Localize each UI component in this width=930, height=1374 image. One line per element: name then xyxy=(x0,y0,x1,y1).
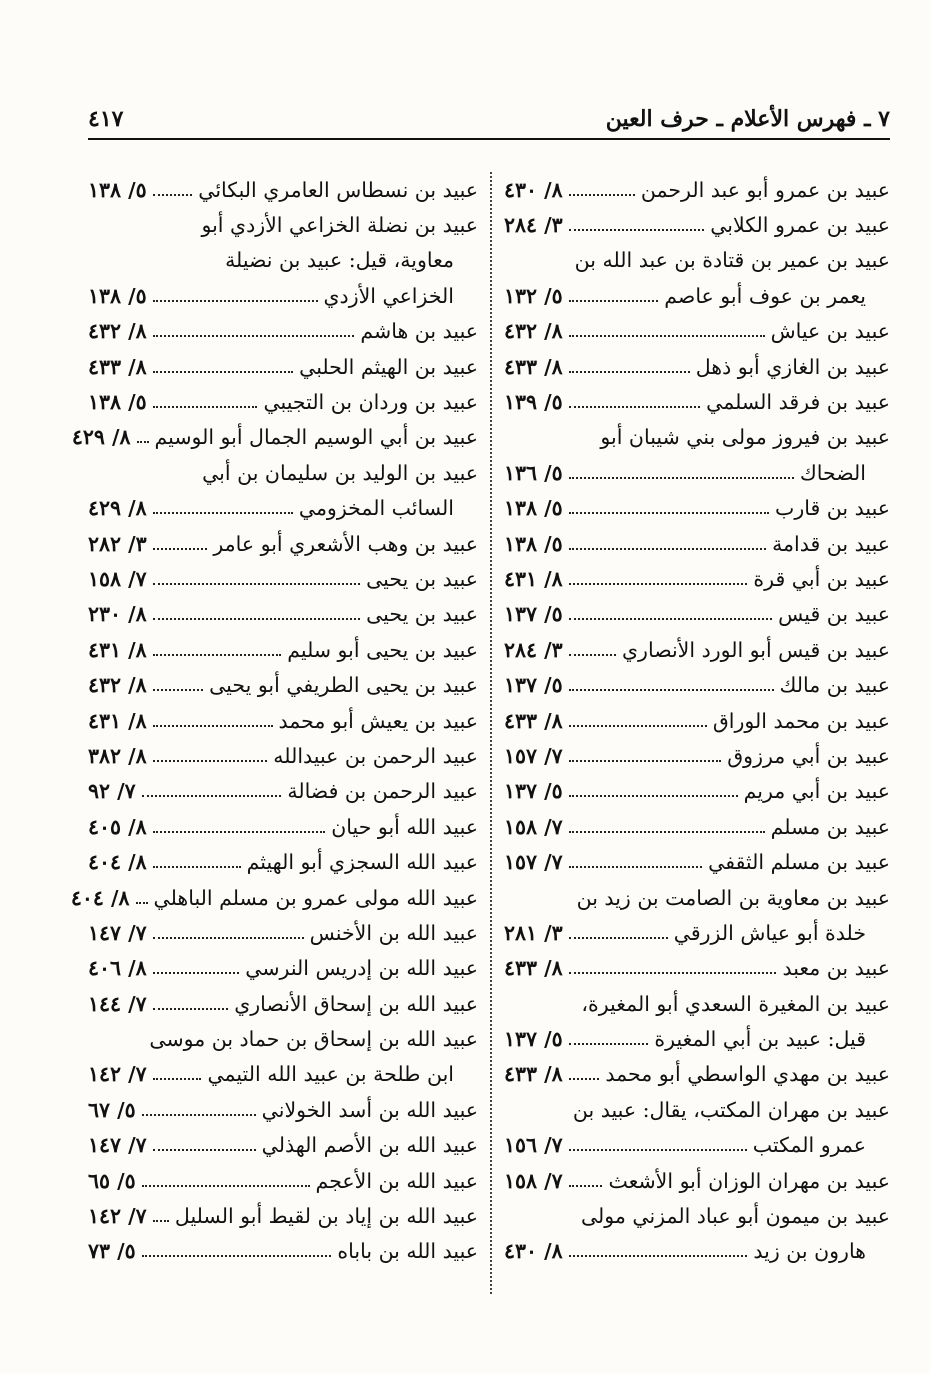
index-entry xyxy=(71,420,478,455)
index-entry xyxy=(88,491,478,526)
index-entry xyxy=(504,1198,890,1233)
entry-reference: ٥/ ١٣٨ xyxy=(504,531,563,556)
index-entry xyxy=(504,1128,890,1163)
entry-name: عبيد بن مهران الوزان أبو الأشعث xyxy=(608,1168,890,1193)
index-entry xyxy=(88,844,478,879)
index-entry xyxy=(88,597,478,632)
entry-name: عبيد بن قيس أبو الورد الأنصاري xyxy=(622,637,890,662)
index-entry xyxy=(504,1234,890,1269)
leader-dots xyxy=(153,502,293,514)
index-entry xyxy=(88,774,478,809)
index-entry xyxy=(70,880,478,915)
entry-reference: ٧/ ١٥٨ xyxy=(504,814,563,839)
index-entry xyxy=(88,986,478,1021)
entry-reference: ٨/ ٣٨٢ xyxy=(88,743,147,768)
entry-name: عمرو المكتب xyxy=(752,1133,866,1158)
entry-name: عبيد بن مسلم xyxy=(770,814,890,839)
entry-name: عبيد الله مولى عمرو بن مسلم الباهلي xyxy=(153,885,478,910)
entry-reference: ٨/ ٤٣٣ xyxy=(504,956,563,981)
leader-dots xyxy=(569,502,769,514)
leader-dots xyxy=(153,750,268,762)
index-entry xyxy=(504,314,890,349)
entry-reference: ٥/ ١٣٧ xyxy=(504,673,563,698)
leader-dots xyxy=(153,1068,202,1080)
leader-dots xyxy=(142,785,282,797)
entry-name: عبيد الله بن الأعجم xyxy=(315,1168,478,1193)
entry-name: عبيد الله السجزي أبو الهيثم xyxy=(246,850,478,875)
index-entry xyxy=(88,243,478,278)
entry-reference: ٧/ ١٥٧ xyxy=(504,743,563,768)
index-entry xyxy=(504,880,890,915)
entry-reference: ٥/ ١٣٧ xyxy=(504,779,563,804)
index-entry xyxy=(88,172,478,207)
entry-reference: ٨/ ٤٣١ xyxy=(504,566,563,591)
entry-name: عبيد بن أبي قرة xyxy=(753,566,890,591)
index-entry xyxy=(88,1092,478,1127)
index-entry xyxy=(88,455,478,490)
entry-name: عبيد بن عمير بن قتادة بن عبد الله بن xyxy=(574,248,890,273)
entry-name: عبيد بن نسطاس العامري البكائي xyxy=(198,177,478,202)
leader-dots xyxy=(153,325,355,337)
entry-name: عبيد الله بن إدريس النرسي xyxy=(245,956,478,981)
leader-dots xyxy=(137,431,149,443)
entry-name: عبيد بن يحيى xyxy=(366,566,478,591)
entry-reference: ٣/ ٢٨٤ xyxy=(504,637,563,662)
entry-reference: ٨/ ٤٣٢ xyxy=(504,319,563,344)
entry-reference: ٣/ ٢٨٢ xyxy=(88,531,147,556)
index-entry xyxy=(504,384,890,419)
index-entry xyxy=(88,1128,478,1163)
entry-name: عبيد بن يحيى xyxy=(366,602,478,627)
entry-name: عبيد الله بن إسحاق الأنصاري xyxy=(234,991,478,1016)
entry-name: معاوية، قيل: عبيد بن نضيلة xyxy=(225,248,454,273)
entry-reference: ٨/ ٤٣١ xyxy=(88,637,147,662)
entry-reference: ٥/ ١٣٨ xyxy=(88,283,147,308)
entry-reference: ٥/ ١٣٢ xyxy=(504,283,563,308)
index-entry xyxy=(88,1021,478,1056)
entry-name: عبيد بن الغازي أبو ذهل xyxy=(695,354,890,379)
entry-name: الضحاك xyxy=(799,460,866,485)
leader-dots xyxy=(569,290,659,302)
index-entry xyxy=(88,384,478,419)
leader-dots xyxy=(569,1175,603,1187)
entry-name: عبيد بن محمد الوراق xyxy=(712,708,890,733)
leader-dots xyxy=(136,892,148,904)
right-column xyxy=(504,172,890,1294)
index-entry xyxy=(504,986,890,1021)
entry-name: عبيد بن المغيرة السعدي أبو المغيرة، xyxy=(581,991,890,1016)
entry-name: عبيد الله بن إياد بن لقيط أبو السليل xyxy=(174,1204,478,1229)
index-entry xyxy=(88,207,478,242)
entry-name: عبيد بن قارب xyxy=(775,496,890,521)
leader-dots xyxy=(569,1033,649,1045)
entry-name: الخزاعي الأزدي xyxy=(323,283,454,308)
entry-reference: ٣/ ٢٨٤ xyxy=(504,213,563,238)
entry-name: عبيد بن وهب الأشعري أبو عامر xyxy=(213,531,478,556)
running-title: ٧ ـ فهرس الأعلام ـ حرف العين xyxy=(605,106,890,132)
index-entry xyxy=(504,278,890,313)
entry-reference: ٨/ ٤٠٤ xyxy=(70,885,130,910)
entry-reference: ٧/ ١٥٨ xyxy=(504,1168,563,1193)
leader-dots xyxy=(569,1245,748,1257)
left-column xyxy=(70,172,478,1294)
entry-name: عبيد بن هاشم xyxy=(360,319,478,344)
index-entry xyxy=(504,172,890,207)
entry-reference: ٨/ ٤٣٢ xyxy=(88,673,147,698)
leader-dots xyxy=(569,573,748,585)
index-entry xyxy=(504,1057,890,1092)
entry-name: عبيد بن ميمون أبو عباد المزني مولى xyxy=(580,1204,890,1229)
entry-reference: ٧/ ١٤٧ xyxy=(88,920,147,945)
leader-dots xyxy=(153,856,241,868)
index-entry xyxy=(504,667,890,702)
index-entry xyxy=(88,349,478,384)
entry-name: عبيد الله بن باباه xyxy=(337,1239,478,1264)
entry-reference: ٧/ ١٥٨ xyxy=(88,566,147,591)
entry-name: عبيد بن عمرو الكلابي xyxy=(710,213,890,238)
entry-name: عبيد بن يعيش أبو محمد xyxy=(278,708,478,733)
entry-reference: ٨/ ٤٠٥ xyxy=(88,814,147,839)
index-entry xyxy=(504,1092,890,1127)
leader-dots xyxy=(153,998,229,1010)
entry-name: عبيد بن فيروز مولى بني شيبان أبو xyxy=(600,425,890,450)
index-entry xyxy=(88,1234,478,1269)
entry-reference: ٧/ ١٤٤ xyxy=(88,991,147,1016)
entry-name: عبيد بن يحيى أبو سليم xyxy=(287,637,478,662)
entry-name: عبيد الله بن إسحاق بن حماد بن موسى xyxy=(149,1027,478,1052)
leader-dots xyxy=(153,184,193,196)
index-entry xyxy=(504,703,890,738)
leader-dots xyxy=(569,467,794,479)
leader-dots xyxy=(153,1210,169,1222)
leader-dots xyxy=(153,608,360,620)
entry-reference: ٥/ ١٣٦ xyxy=(504,460,563,485)
page-number: ٤١٧ xyxy=(88,106,124,132)
entry-name: خلدة أبو عياش الزرقي xyxy=(673,920,866,945)
index-entry xyxy=(504,632,890,667)
index-entry xyxy=(504,455,890,490)
index-entry xyxy=(504,491,890,526)
leader-dots xyxy=(569,715,707,727)
entry-reference: ٥/ ١٣٧ xyxy=(504,602,563,627)
index-entry xyxy=(88,1057,478,1092)
index-entry xyxy=(504,774,890,809)
entry-reference: ٧/ ١٤٧ xyxy=(88,1133,147,1158)
entry-reference: ٥/ ١٣٨ xyxy=(88,390,147,415)
entry-reference: ٧/ ٩٢ xyxy=(88,779,136,804)
leader-dots xyxy=(153,715,273,727)
leader-dots xyxy=(569,679,774,691)
index-entry xyxy=(88,809,478,844)
entry-name: عبيد بن مهدي الواسطي أبو محمد xyxy=(605,1062,890,1087)
entry-reference: ٨/ ٤٠٤ xyxy=(88,850,147,875)
entry-name: عبيد الله بن أسد الخولاني xyxy=(261,1097,478,1122)
entry-reference: ٨/ ٤٣٠ xyxy=(504,1239,563,1264)
index-entry xyxy=(504,951,890,986)
leader-dots xyxy=(569,644,616,656)
entry-name: السائب المخزومي xyxy=(298,496,454,521)
leader-dots xyxy=(153,573,360,585)
leader-dots xyxy=(569,856,702,868)
entry-name: عبيد بن مهران المكتب، يقال: عبيد بن xyxy=(572,1097,890,1122)
leader-dots xyxy=(153,644,282,656)
entry-name: عبيد بن مسلم الثقفي xyxy=(708,850,890,875)
leader-dots xyxy=(569,396,700,408)
leader-dots xyxy=(569,785,738,797)
leader-dots xyxy=(569,962,777,974)
index-entry xyxy=(88,561,478,596)
entry-reference: ٧/ ١٥٦ xyxy=(504,1133,563,1158)
entry-name: عبيد بن معاوية بن الصامت بن زيد بن xyxy=(576,885,890,910)
entry-name: يعمر بن عوف أبو عاصم xyxy=(664,283,866,308)
entry-name: عبيد بن فرقد السلمي xyxy=(706,390,890,415)
leader-dots xyxy=(153,679,203,691)
leader-dots xyxy=(569,750,722,762)
entry-reference: ٨/ ٤٣٣ xyxy=(504,708,563,733)
index-entry xyxy=(504,844,890,879)
leader-dots xyxy=(569,821,765,833)
page-header xyxy=(88,96,890,140)
entry-reference: ٨/ ٢٣٠ xyxy=(88,602,147,627)
index-entry xyxy=(504,243,890,278)
entry-reference: ٨/ ٤٣٢ xyxy=(88,319,147,344)
index-columns xyxy=(70,172,890,1294)
index-entry xyxy=(88,951,478,986)
leader-dots xyxy=(569,219,705,231)
leader-dots xyxy=(142,1175,310,1187)
leader-dots xyxy=(153,821,326,833)
entry-name: عبيد الله بن الأصم الهذلي xyxy=(261,1133,478,1158)
leader-dots xyxy=(153,962,240,974)
leader-dots xyxy=(569,1139,747,1151)
entry-name: عبيد الله أبو حيان xyxy=(331,814,478,839)
entry-name: عبيد بن أبي مرزوق xyxy=(727,743,890,768)
entry-name: عبيد بن أبي مريم xyxy=(743,779,890,804)
leader-dots xyxy=(569,538,766,550)
entry-reference: ٥/ ١٣٨ xyxy=(88,177,147,202)
index-entry xyxy=(504,420,890,455)
entry-reference: ٨/ ٤٢٩ xyxy=(88,496,147,521)
entry-reference: ٨/ ٤٣٣ xyxy=(504,1062,563,1087)
entry-name: عبيد بن أبي الوسيم الجمال أبو الوسيم xyxy=(154,425,478,450)
index-entry xyxy=(504,1163,890,1198)
leader-dots xyxy=(153,396,258,408)
entry-name: عبيد بن وردان بن التجيبي xyxy=(263,390,478,415)
index-entry xyxy=(504,1021,890,1056)
entry-name: عبيد بن الوليد بن سليمان بن أبي xyxy=(202,460,478,485)
entry-name: ابن طلحة بن عبيد الله التيمي xyxy=(207,1062,454,1087)
leader-dots xyxy=(569,361,690,373)
leader-dots xyxy=(142,1245,332,1257)
entry-name: عبيد بن عياش xyxy=(770,319,890,344)
entry-name: عبيد بن قيس xyxy=(778,602,890,627)
entry-reference: ٨/ ٤٣٣ xyxy=(504,354,563,379)
index-entry xyxy=(88,667,478,702)
entry-reference: ٥/ ١٣٧ xyxy=(504,1027,563,1052)
leader-dots xyxy=(569,1068,600,1080)
entry-reference: ٥/ ١٣٨ xyxy=(504,496,563,521)
entry-name: عبيد بن الهيثم الحلبي xyxy=(299,354,478,379)
leader-dots xyxy=(153,290,318,302)
index-entry xyxy=(88,278,478,313)
entry-reference: ٥/ ٦٧ xyxy=(88,1097,136,1122)
entry-name: قيل: عبيد بن أبي المغيرة xyxy=(654,1027,866,1052)
index-entry xyxy=(504,738,890,773)
entry-reference: ٨/ ٤٣١ xyxy=(88,708,147,733)
entry-name: عبيد الرحمن بن فضالة xyxy=(287,779,478,804)
index-entry xyxy=(88,314,478,349)
entry-name: عبيد بن معبد xyxy=(782,956,890,981)
index-entry xyxy=(504,207,890,242)
leader-dots xyxy=(153,1139,256,1151)
entry-name: عبيد الله بن الأخنس xyxy=(309,920,478,945)
entry-reference: ٥/ ٧٣ xyxy=(88,1239,136,1264)
leader-dots xyxy=(569,184,635,196)
entry-reference: ٥/ ١٣٩ xyxy=(504,390,563,415)
entry-reference: ٧/ ١٤٢ xyxy=(88,1062,147,1087)
leader-dots xyxy=(153,538,208,550)
entry-name: عبيد بن نضلة الخزاعي الأزدي أبو xyxy=(201,213,478,238)
index-entry xyxy=(504,597,890,632)
entry-reference: ٨/ ٤٣٠ xyxy=(504,177,563,202)
index-entry xyxy=(504,809,890,844)
leader-dots xyxy=(153,927,304,939)
entry-reference: ٨/ ٤٢٩ xyxy=(71,425,131,450)
index-entry xyxy=(88,1163,478,1198)
entry-name: عبيد بن يحيى الطريفي أبو يحيى xyxy=(209,673,478,698)
entry-reference: ٣/ ٢٨١ xyxy=(504,920,563,945)
entry-reference: ٧/ ١٤٢ xyxy=(88,1204,147,1229)
entry-name: عبيد بن مالك xyxy=(779,673,890,698)
entry-reference: ٨/ ٤٠٦ xyxy=(88,956,147,981)
leader-dots xyxy=(569,325,765,337)
leader-dots xyxy=(153,361,293,373)
index-entry xyxy=(88,1198,478,1233)
index-entry xyxy=(504,915,890,950)
index-entry xyxy=(504,561,890,596)
entry-name: هارون بن زيد xyxy=(753,1239,866,1264)
leader-dots xyxy=(569,927,668,939)
index-entry xyxy=(504,349,890,384)
leader-dots xyxy=(569,608,772,620)
entry-name: عبيد بن قدامة xyxy=(772,531,890,556)
index-entry xyxy=(504,526,890,561)
entry-name: عبيد الرحمن بن عبيدالله xyxy=(273,743,478,768)
column-divider xyxy=(490,172,492,1294)
leader-dots xyxy=(142,1104,256,1116)
entry-reference: ٨/ ٤٣٣ xyxy=(88,354,147,379)
entry-name: عبيد بن عمرو أبو عبد الرحمن xyxy=(640,177,890,202)
index-entry xyxy=(88,915,478,950)
entry-reference: ٥/ ٦٥ xyxy=(88,1168,136,1193)
entry-reference: ٧/ ١٥٧ xyxy=(504,850,563,875)
index-entry xyxy=(88,738,478,773)
index-entry xyxy=(88,632,478,667)
index-entry xyxy=(88,526,478,561)
index-entry xyxy=(88,703,478,738)
